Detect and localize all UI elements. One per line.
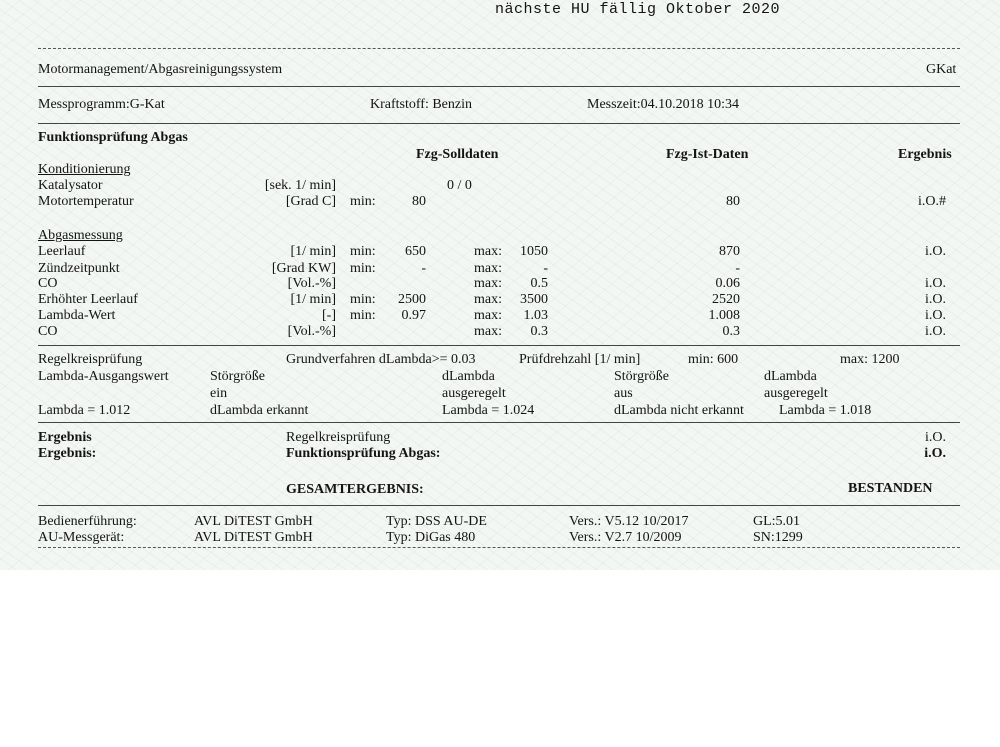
step1-line2: ein [210, 386, 228, 401]
row-max-label: max: [474, 324, 502, 339]
row-min-label: min: [350, 244, 376, 259]
row-max-label: max: [474, 244, 502, 259]
fuel-label: Kraftstoff: Benzin [370, 97, 472, 112]
result-value: i.O. [925, 430, 946, 445]
device-version: Vers.: V5.12 10/2017 [569, 514, 689, 529]
column-ist: Fzg-Ist-Daten [666, 147, 749, 162]
row-min: 2500 [398, 292, 426, 307]
row-max-label: max: [474, 261, 502, 276]
row-actual: 80 [726, 194, 740, 209]
column-result: Ergebnis [898, 147, 952, 162]
divider [38, 505, 960, 506]
device-type: Typ: DiGas 480 [386, 530, 476, 545]
device-role: Bedienerführung: [38, 514, 137, 529]
row-max: 1050 [520, 244, 548, 259]
row-actual: - [735, 261, 740, 276]
control-loop-speed: Prüfdrehzahl [1/ min] [519, 352, 641, 367]
row-result: i.O. [925, 292, 946, 307]
divider [38, 547, 960, 548]
row-max: - [543, 261, 548, 276]
control-loop-max: max: 1200 [840, 352, 900, 367]
section-title: Funktionsprüfung Abgas [38, 130, 188, 145]
device-maker: AVL DiTEST GmbH [194, 514, 313, 529]
row-name: Katalysator [38, 178, 103, 193]
row-unit: [1/ min] [290, 244, 336, 259]
divider [38, 86, 960, 87]
device-type: Typ: DSS AU-DE [386, 514, 487, 529]
row-max-label: max: [474, 276, 502, 291]
device-extra: SN:1299 [753, 530, 803, 545]
row-unit: [Grad C] [285, 194, 336, 209]
measure-time: Messzeit:04.10.2018 10:34 [587, 97, 740, 112]
row-actual: 0.06 [715, 276, 740, 291]
row-result: i.O. [925, 244, 946, 259]
step2-line3: Lambda = 1.024 [442, 403, 535, 418]
device-version: Vers.: V2.7 10/2009 [569, 530, 682, 545]
divider [38, 123, 960, 124]
step3-line3: dLambda nicht erkannt [614, 403, 744, 418]
row-name: CO [38, 276, 58, 291]
row-result: i.O. [925, 276, 946, 291]
row-max: 0.3 [530, 324, 548, 339]
row-unit: [sek. 1/ min] [264, 178, 336, 193]
row-name: Motortemperatur [38, 194, 134, 209]
row-result: i.O. [925, 308, 946, 323]
step2-line2: ausgeregelt [442, 386, 506, 401]
row-min-label: min: [350, 308, 376, 323]
row-actual: 870 [719, 244, 740, 259]
row-actual: 1.008 [708, 308, 740, 323]
row-name: Erhöhter Leerlauf [38, 292, 138, 307]
row-max: 1.03 [523, 308, 548, 323]
control-loop-min: min: 600 [688, 352, 739, 367]
measurement-title: Abgasmessung [38, 228, 123, 243]
row-actual: 2520 [712, 292, 740, 307]
step1-line1: Störgröße [210, 369, 265, 384]
device-maker: AVL DiTEST GmbH [194, 530, 313, 545]
control-loop-basic: Grundverfahren dLambda>= 0.03 [286, 352, 476, 367]
row-min-label: min: [350, 261, 376, 276]
system-label: Motormanagement/Abgasreinigungssystem [38, 62, 283, 77]
step1-line3: dLambda erkannt [210, 403, 309, 418]
row-unit: [-] [322, 308, 336, 323]
divider [38, 422, 960, 423]
row-unit: [Vol.-%] [287, 324, 336, 339]
row-max: 0.5 [530, 276, 548, 291]
row-unit: [1/ min] [290, 292, 336, 307]
row-name: CO [38, 324, 58, 339]
column-soll: Fzg-Solldaten [416, 147, 499, 162]
step4-line2: ausgeregelt [764, 386, 828, 401]
conditioning-title: Konditionierung [38, 162, 131, 177]
row-unit: [Grad KW] [271, 261, 336, 276]
header-note: nächste HU fällig Oktober 2020 [495, 1, 781, 18]
row-max-label: max: [474, 292, 502, 307]
program-label: Messprogramm:G-Kat [38, 97, 165, 112]
system-code: GKat [926, 62, 957, 77]
step3-line2: aus [614, 386, 633, 401]
step4-line1: dLambda [764, 369, 817, 384]
control-loop-title: Regelkreisprüfung [38, 352, 143, 367]
output-label: Lambda-Ausgangswert [38, 369, 169, 384]
row-min: 0.97 [401, 308, 426, 323]
result-test: Funktionsprüfung Abgas: [286, 446, 441, 461]
row-unit: [Vol.-%] [287, 276, 336, 291]
row-result: i.O. [925, 324, 946, 339]
divider [38, 48, 960, 49]
row-min-label: min: [350, 194, 376, 209]
row-max-label: max: [474, 308, 502, 323]
device-extra: GL:5.01 [753, 514, 801, 529]
result-test: Regelkreisprüfung [286, 430, 391, 445]
result-value: i.O. [924, 446, 946, 461]
row-min: - [421, 261, 426, 276]
step3-line1: Störgröße [614, 369, 669, 384]
row-min-label: min: [350, 292, 376, 307]
row-special: 0 / 0 [447, 178, 472, 193]
row-max: 3500 [520, 292, 548, 307]
divider [38, 345, 960, 346]
overall-label: GESAMTERGEBNIS: [286, 482, 424, 497]
row-name: Lambda-Wert [38, 308, 116, 323]
step2-line1: dLambda [442, 369, 495, 384]
result-label: Ergebnis [38, 430, 92, 445]
overall-value: BESTANDEN [848, 481, 933, 496]
row-actual: 0.3 [722, 324, 740, 339]
step4-line3: Lambda = 1.018 [779, 403, 872, 418]
row-min: 80 [412, 194, 426, 209]
result-label: Ergebnis: [38, 446, 97, 461]
row-name: Leerlauf [38, 244, 86, 259]
row-name: Zündzeitpunkt [38, 261, 120, 276]
row-min: 650 [405, 244, 426, 259]
device-role: AU-Messgerät: [38, 530, 125, 545]
row-result: i.O.# [918, 194, 946, 209]
lambda-start: Lambda = 1.012 [38, 403, 131, 418]
